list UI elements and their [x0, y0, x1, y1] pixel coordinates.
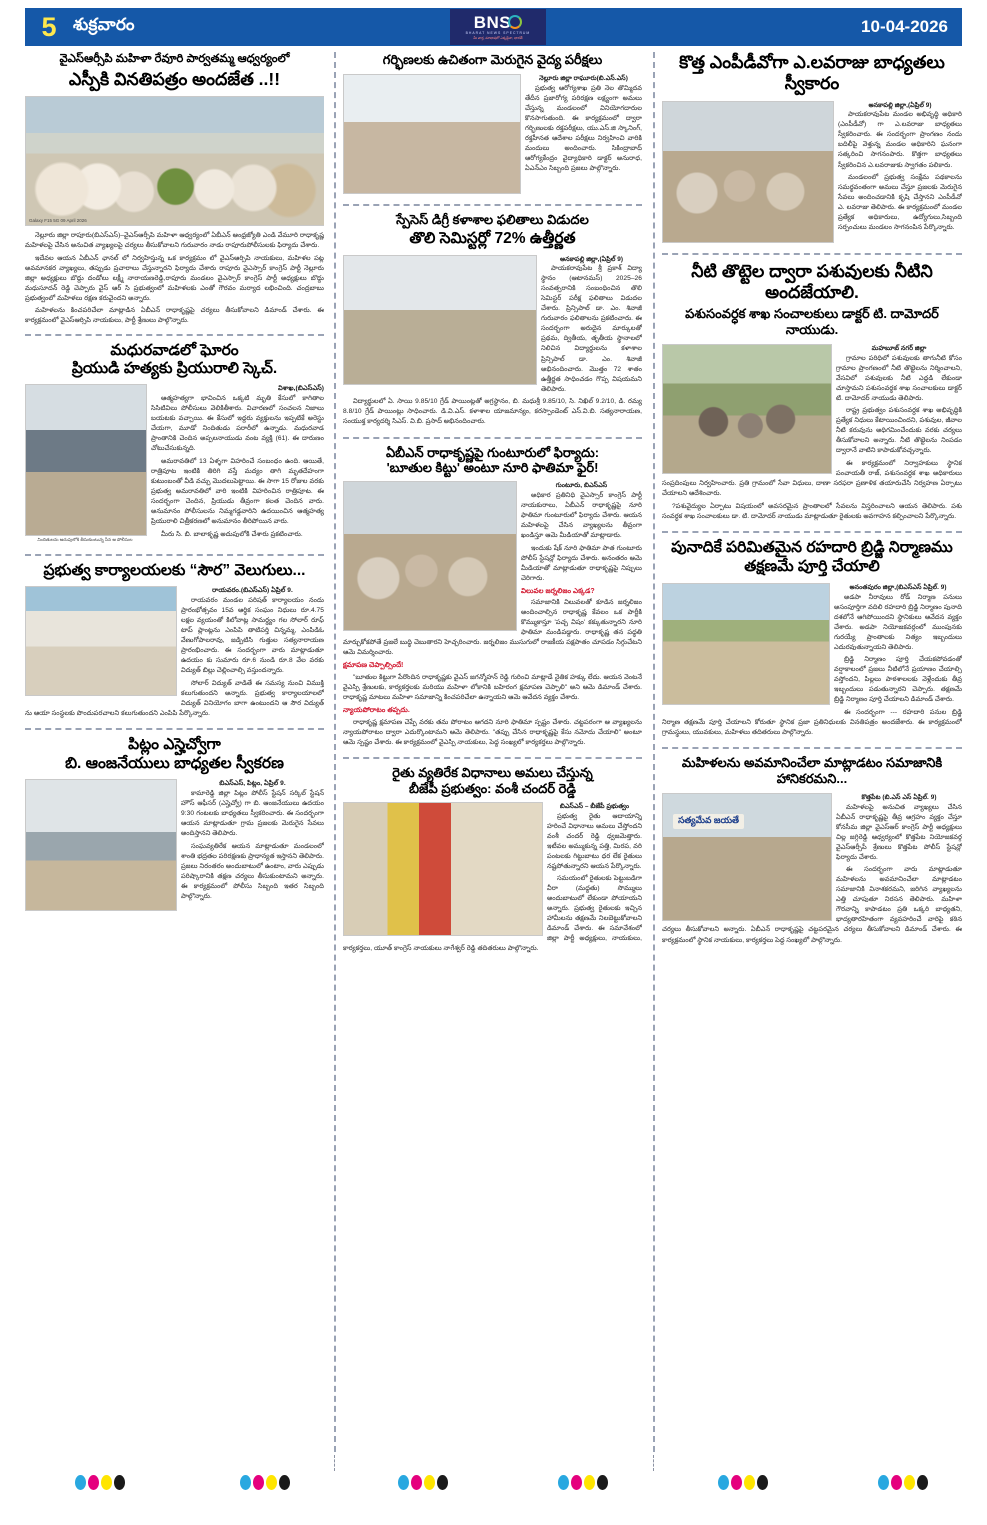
- body-paragraph: మీరు సి. బి. బాలాకృష్ణ అదుపులోకి చేశారు ప్రకటించారు.: [161, 530, 303, 538]
- article-kicker: రైతు వ్యతిరేక విధానాలు అమలు చేస్తున్న: [392, 765, 593, 781]
- article-photo: [662, 793, 832, 921]
- article-separator: [25, 728, 324, 730]
- logo-text: BNS: [473, 13, 512, 33]
- column-1: [25, 52, 324, 1452]
- photo-wrapper: [662, 793, 830, 921]
- article-separator: [662, 531, 962, 533]
- registration-mark-group: [558, 1475, 608, 1490]
- article-photo: [25, 384, 147, 536]
- dateline: రాయవరం.(బిఎస్ఎస్) ఏప్రిల్ 9.: [212, 587, 293, 595]
- article-pitlam-sho: [25, 736, 324, 914]
- article-solar-offices: [25, 562, 324, 721]
- article-separator: [25, 334, 324, 336]
- column-divider-2: [653, 52, 655, 1452]
- registration-marks-bar: [0, 1470, 987, 1496]
- photo-wrapper: [343, 481, 515, 631]
- body-paragraph: ఈ సందర్భంగా వారు మాట్లాడుతూ మహిళలను అవమానించేలా మాట్లాడటం సమాజానికి వినాశకరమని, జరిగిన వ్యాఖ్యలను ఎత్తి చూపుతూ నిరసన తెలిపారు. మహిళా గౌరవాన్ని కాపాడటం ప్రతి ఒక్కరి బాధ్యతని, భాద్యతారహితంగా వ్యవహరించే వారిపై కఠిన చర్యలు తీసుకోవాలని అన్నారు. ఏబీఎన్ రాధాకృష్ణపై చట్టపరమైన చర్యలు తీసుకోవాలని డిమాండ్ చేశారు. ఈ కార్యక్రమంలో స్థానిక నాయకులు, కార్యకర్తలు పెద్ద సంఖ్యలో పాల్గొన్నారు.: [662, 866, 962, 944]
- photo-wrapper: [662, 583, 828, 705]
- dateline: అనంతపురం జిల్లా,(బిఎస్ఎస్ ఏప్రిల్. 9): [849, 583, 947, 591]
- article-separator: [662, 253, 962, 255]
- article-photo: [343, 255, 537, 385]
- article-kicker: స్పేసెస్ డిగ్రీ కళాశాల ఫలితాలు విడుదల: [396, 211, 589, 227]
- article-separator: [662, 747, 962, 749]
- body-paragraph: కామారెడ్డి జిల్లా పిట్లం పోలీస్ స్టేషన్ సర్కిల్ స్టేషన్ హౌస్ ఆఫీసర్ (ఎస్హెచ్వో) గా బి. ఆంజనేయులు ఉదయం 9:30 గంటలకు బాధ్యతలు స్వీకరించారు. ఈ సందర్భంగా ఆయన మాట్లాడుతూ గ్రామ ప్రజలకు మెరుగైన సేవలు అందిస్తానని తెలిపారు.: [181, 790, 324, 838]
- article-body: [25, 231, 324, 326]
- body-paragraph: ఈ సందర్భంగా --- రహదారి పనుల బ్రిడ్జి నిర్మాణ తక్షణమే పూర్తి చేయాలని కోరుతూ స్థానిక ప్రజా ప్రతినిధులకు వినతిపత్రం అందజేశారు. ఈ కార్యక్రమంలో గ్రామస్థులు, యువకులు, మహిళలు తదితరులు పాల్గొన్నారు.: [662, 708, 962, 736]
- article-photo: [343, 74, 521, 194]
- logo-ring-icon: [508, 15, 522, 29]
- article-headline: 'బూతుల కిట్టు' అంటూ నూరి ఫాతిమా ఫైర్!: [386, 460, 599, 476]
- dateline: మహబూబ్ నగర్ జిల్లా: [871, 345, 927, 353]
- article-headline: ఎస్పీకి వినతిపత్రం అందజేత ..!!: [68, 69, 281, 90]
- article-headline: గర్భిణలకు ఉచితంగా మెరుగైన వైద్య పరీక్షలు: [382, 52, 603, 67]
- article-photo: [343, 481, 517, 631]
- body-paragraph: ప్రభుత్వ ఆరోగ్యశాఖ ప్రతి నెల తొమ్మిదవ తేదీన ప్రజారోగ్య పరిరక్షణ లక్ష్యంగా అమలు చేస్తున్న మండలంలో వినియోగదారుల కొనసాగుతుంది. ఈ కార్యక్రమంలో ద్వారా గర్భిణులకు రక్తపరీక్షలు, యు.ఎస్.జి స్కానింగ్, రక్తహీనత ఆదేశాల పరీక్షలు నిర్వహించి వారికి మందులు అందించారు. సికింద్రాబాద్ ఆరోగ్యకేంద్రం వైద్యాధికారి డాక్టర్ అనురాధ, ఏఎన్ఎం సిబ్బంది ప్రజలు పాల్గొన్నారు.: [525, 84, 642, 172]
- dateline: కొత్తపేట (బి.ఎస్ ఎస్ ఏప్రిల్. 9): [861, 794, 937, 802]
- article-headline: మహిళలను అవమానించేలా మాట్లాడటం సమాజానికి హానికరమని...: [681, 755, 943, 787]
- body-paragraph: "బూతుల కిట్టుగా పేరొందిన రాధాకృష్ణకు వైఎస్ జగన్మోహన్ రెడ్డి గురించి మాట్లాడే నైతిక హక్కు లేదు. ఆయన వెంటనే వైఎస్పి శ్రేణులకు, కార్యకర్తలకు మరియు మహిళా లోకానికి బహిరంగ క్షమాపణ చెప్పాలి" అని ఆమె డిమాండ్ చేశారు. రాధాకృష్ణ మాటలు మహిళా సమాజాన్ని కించపరిచేలా ఉన్నాయని ఆమె ఆవేదన వ్యక్తం చేశారు.: [343, 674, 642, 702]
- body-paragraph: ఇందుకు షేక్ నూరి ఫాతిమా పాత గుంటూరు పోలీస్ స్టేషన్లో ఫిర్యాదు చేశారు. అనంతరం ఆమె మీడియాతో మాట్లాడుతూ రాధాకృష్ణపై నిప్పులు చెరిగారు.: [521, 544, 642, 582]
- article-headline: కొత్త ఎంపీడీవోగా ఎ.లవరాజు బాధ్యతలు స్వీకారం: [679, 52, 945, 94]
- sub-headline: న్యాయపోరాటం తప్పదు.: [343, 707, 410, 715]
- crop-tick-right: [653, 1455, 654, 1471]
- article-madhuravada-murder: [25, 342, 324, 548]
- dateline: గుంటూరు, బిఎస్ఎస్: [555, 482, 608, 490]
- article-headline: బి. ఆంజనేయులు బాధ్యతల స్వీకరణ: [65, 755, 284, 773]
- article-bjp-farmer-policies: [343, 765, 642, 957]
- body-paragraph: బ్రిడ్జి నిర్మాణం పూర్తి చేయకపోవడంతో వర్షాకాలంలో ప్రజలు నీటిలోనే ప్రయాణం చేయాల్సి వస్తోందని, పిల్లలు పాఠశాలలకు వెళ్లేందుకు తీవ్ర ఇబ్బందులు పడుతున్నారని చెప్పారు. తక్షణమే బ్రిడ్జి నిర్మాణం పూర్తి చేయాలని డిమాండ్ చేశారు.: [834, 656, 962, 704]
- article-photo: [25, 96, 324, 226]
- body-paragraph: సోలార్ విద్యుత్ వాడితే ఈ సమస్య నుంచి విముక్తి కలుగుతుందని అన్నారు. ప్రభుత్వ కార్యాలయాలలో విద్యుత్ వినియోగం బాగా ఉంటుందని ఆ సౌర విద్యుత్ ను ఆయా సంస్థలకు పొందుపరచాలని కలుగుతుందని ఎంపిపి పేర్కొన్నారు.: [25, 679, 324, 717]
- logo-subtitle-en: BHARAT NEWS SPECTRUM: [465, 31, 531, 36]
- article-bridge-construction: [662, 539, 962, 740]
- photo-wrapper: [662, 344, 830, 474]
- article-free-medical-tests: [343, 52, 642, 197]
- body-paragraph: మండలంలో ప్రభుత్వ సంక్షేమ పథకాలను సమర్థవంతంగా అమలు చేస్తూ ప్రజలకు మెరుగైన సేవలు అందించడానికి కృషి చేస్తానని ఎంపీడీవో ఎ. లవరాజు తెలిపారు. ఈ కార్యక్రమంలో మండల ప్రత్యేక అధికారులు, ఉద్యోగులు,సిబ్బంది సర్పంచులు మండలం సాగనంపిన పేర్కొన్నారు.: [838, 174, 962, 232]
- logo-wordmark: [474, 14, 522, 31]
- photo-wrapper: [25, 779, 175, 911]
- edition-date: 10-04-2026: [861, 17, 949, 36]
- article-kicker: నీటి తొట్టెల ద్వారా పశువులకు నీటిని అందజేయాలి.: [691, 260, 933, 303]
- body-paragraph: విద్యార్థులలో ఏ. సాయి 9.85/10 గ్రేడ్ పాయింట్లతో అగ్రస్థానం, బి. మధుశ్రీ 9.85/10, సి. నిఖిల్ 9.2/10, డి. రమ్య 8.8/10 గ్రేడ్ పాయింట్లు సాధించారు. డి.వి.ఎస్. కళాశాల యాజమాన్యం, కరస్పాండెంట్ ఎస్.వి.బి. సత్యనారాయణ, సంయుక్త కార్యదర్శి సిఎస్. వి.బి. ప్రసాద్ అభినందించారు.: [343, 398, 642, 426]
- body-paragraph: అమరావతిలో 13 ఏళ్ళగా విహరించే సంబంధం ఉంది. ఆయితే, రాత్రిపూట ఇంటికి తిరిగి వస్తే మద్యం తాగి మృతదేహంగా కుటుంబంతో వీడి వచ్చు మొదలుపెట్టాయి. ఈ సాగా 15 రోజుల వరకు ప్రభుత్వ అమరావతిలో వారి ఇంటికి విహరించిన రాత్రిపూట. ఈ సందర్భంగా చెందిన, ప్రియుడు తీవ్రంగా కలత చెందిన వారు. అనుమానం పోలీసులను నిమ్మగడ్డవారిని ఉదయించిన ఆత్మహత్య ప్రియురాలి చిత్రీకరణలో అనుమానం తీరిపోయిన వారు.: [151, 457, 324, 526]
- dateline: అనకాపల్లి జిల్లా,(ఏప్రిల్ 9): [868, 101, 932, 109]
- dateline: బిఎస్ఎస్ – బీజేపీ ప్రభుత్వం: [559, 802, 630, 810]
- article-headline: ప్రియుడి హత్యకు ప్రియురాలి స్కెచ్.: [71, 360, 278, 378]
- photo-wrapper: [343, 74, 519, 194]
- article-separator: [343, 757, 642, 759]
- body-paragraph: గ్రామాల పరిధిలో పశువులకు తాగునీటి కోసం గ్రామాల ప్రాంగణంలో నీటి తొట్టెలను నిర్మించాలని, వేసవిలో పశువులకు నీటి ఎద్దడి లేకుండా చూస్తామని పశుసంవర్ధక శాఖ సంచాలకులు డాక్టర్ టి. దామోదర్ నాయుడు తెలిపారు.: [836, 354, 962, 402]
- sub-headline: క్షమాపణ చెప్పాల్సిందే!: [343, 662, 404, 670]
- masthead-bar: [25, 8, 962, 46]
- body-paragraph: ఇదేవల ఆయన ఏబీఎన్ ఛానల్ లో నిర్వహిస్తున్న ఒక కార్యక్రమం లో వైఎస్ఆర్సిపి నాయకులు, మహిళల పట్ల అవమానకర వ్యాఖ్యలు, తప్పుడు ప్రచారాలు చేస్తున్నారని ఫిర్యాదు చేశారు రాపూరు వైఎస్సార్ కాంగ్రెస్ పార్టీ నెల్లూరు జిల్లా అధ్యక్షులు బొద్దు దండోలు లక్ష్మీ నారాయణరెడ్డి,రాపూరు మండలం వైఎస్సార్ కాంగ్రెస్ పార్టీ అధ్యక్షులు బొద్దు మధుసూదన్ రెడ్డి చెప్పారు వైస్ ఆర్ సి ప్రభుత్వంలో మహిళలకు ఎంతో గౌరవం మర్యాద లభించింది. చంద్రబాబు ప్రభుత్వంలో మహిళలు రక్షణ కరువైందని అన్నారు.: [25, 254, 324, 302]
- banner-label: సత్యమేవ జయతే: [673, 814, 744, 829]
- body-paragraph: మహిళలను కించపరిచేలా మాట్లాడిన ఏబీఎన్ రాధాకృష్ణపై చర్యలు తీసుకోవాలని డిమాండ్ చేశారు. ఈ కార్యక్రమంలో వైఎస్ఆర్సిపి నాయకులు, పార్టీ శ్రేణులు పాల్గొన్నారు.: [25, 307, 324, 325]
- body-paragraph: ?పశువైద్యుల ఏర్పాటు విషయంలో అవసరమైన ప్రాంతాలలో సేవలను విస్తరించాలని ఆయన తెలిపారు. పశు సంవర్ధక శాఖ సంచాలకులు డా. టి. దామోదర్ నాయుడు మాట్లాడుతూ రైతులకు అవగాహన కల్పించాలని పేర్కొన్నారు.: [662, 502, 962, 520]
- photo-wrapper: [343, 802, 541, 936]
- article-kicker: వైఎస్ఆర్సీపి మహిళా రేవూరి పార్వతమ్మ ఆధ్వర్యంలో: [59, 53, 290, 65]
- article-kicker: పిట్లం ఎస్హెచ్వోగా: [128, 736, 221, 754]
- article-body-cont: [343, 397, 642, 427]
- body-paragraph: రాష్ట్ర ప్రభుత్వం పశుసంవర్ధక శాఖ అభివృద్ధికి ప్రత్యేక నిధులు కేటాయించిందని, పశువుల, జీవాల నీటి కరువును అధిగమించేందుకు వరకు చర్యలు తీసుకోవాలని అన్నారు. నీటి తొట్టెలను నింపడం ద్వారానే వాటిని కాపాడుకోవచ్చన్నారు.: [836, 407, 962, 455]
- article-spaces-degree-results: [343, 212, 642, 430]
- column-3: [662, 52, 962, 1452]
- article-headline: ప్రభుత్వ కార్యాలయలకు “సౌర” వెలుగులు...: [43, 562, 306, 580]
- body-paragraph: నెల్లూరు జిల్లా రాపూరు(బిఎస్ఎస్)–వైఎస్ఆర్సీపి మహిళా ఆధ్వర్యంలో ఏబీఎన్ ఆంధ్రజ్యోతి ఎండి వేమూరి రాధాకృష్ణ మహిళలపై చేసిన అనుచిత వ్యాఖ్యలపై చర్యలు తీసుకోవాలని గురువారం నాడు రాపూరుపోలీసులకు ఫిర్యాదు చేశారు.: [25, 232, 324, 250]
- article-photo: [25, 779, 177, 911]
- article-new-mpdo: [662, 52, 962, 246]
- body-paragraph: సమాజానికి విలువలతో కూడిన జర్నలిజం అందించాల్సిన రాధాకృష్ణ కేవలం ఒక పార్టీకి కొమ్ముకాస్తూ 'పచ్చ విషం' కక్కుతున్నారని నూరి ఫాతిమా మండిపడ్డారు. రాధాకృష్ణ తన పద్ధతి మార్చుకోకపోతే ప్రజలే బుద్ధి చెబుతారని హెచ్చరించారు. జర్నలిజం ముసుగులో రాజకీయ పక్షపాతం చూపడం సిగ్గుచేటని ఆమె విమర్శించారు.: [343, 599, 642, 657]
- article-headline: పునాదికే పరిమితమైన రహదారి బ్రిడ్జి నిర్మాణము తక్షణమే పూర్తి చేయాలి: [671, 539, 953, 575]
- body-paragraph: ఈ కార్యక్రమంలో నిర్వాహకులు స్థానిక పంచాయతీ రాజ్, పశుసంవర్ధక శాఖ అధికారులు సంప్రదింపులు నిర్వహించారు. ప్రతి గ్రామంలో సేవా విధులు, దాణా సరఫరా ప్రణాళిక తయారుచేసి నిర్వహణ ఏర్పాటు చేయాలని ఆదేశించారు.: [662, 459, 962, 498]
- article-ysrcp-petition: [25, 52, 324, 327]
- dateline: విశాఖ,(బిఎస్ఎస్): [278, 385, 324, 393]
- registration-mark-group: [718, 1475, 768, 1490]
- photo-wrapper: [343, 255, 535, 385]
- article-separator: [25, 554, 324, 556]
- article-cattle-water-troughs: [662, 261, 962, 524]
- dateline: అనకాపల్లి జిల్లా,(ఏప్రిల్ 9): [559, 255, 624, 263]
- dateline: నెల్లూరు జిల్లా రాఘూరు(బి.ఎస్.ఎస్): [539, 74, 628, 82]
- article-kicker: మధురవాడలో ఘోరం: [110, 341, 239, 359]
- article-separator: [343, 437, 642, 439]
- photo-wrapper: [25, 586, 175, 696]
- page-columns: [25, 52, 962, 1452]
- crop-tick-left: [334, 1455, 335, 1471]
- article-photo: [662, 344, 832, 474]
- weekday-label: శుక్రవారం: [73, 15, 135, 34]
- dateline: బిఎస్ఎస్, పిట్లం, ఏప్రిల్ 9.: [219, 780, 286, 788]
- article-photo: [662, 583, 830, 705]
- article-noori-fatima-complaint: [343, 445, 642, 751]
- column-divider-1: [334, 52, 336, 1452]
- article-headline: బీజేపీ ప్రభుత్వం: వంశీ చందర్ రెడ్డి: [408, 781, 576, 797]
- body-paragraph: ప్రభుత్వ రైతు ఆదాయాన్ని హరించే విధానాలు అమలు చేస్తోందని వంశీ చందర్ రెడ్డి ధ్వజమెత్తారు. ఇటీవల అమ్ముకున్న పత్తి, మిరప, వరి పంటలకు గిట్టుబాటు ధర లేక రైతులు నష్టపోతున్నారని ఆయన పేర్కొన్నారు.: [547, 812, 642, 870]
- body-paragraph: రాయవరం మండల పరిషత్ కార్యాలయం నందు ప్రారంభోత్సవం 15వ ఆర్థిక సంఘం నిధులు రూ.4.75 లక్షల వ్యయంతో కిలోవాట్ల సామర్థ్యం గల సోలార్ రూఫ్ టాప్ ప్లాంట్లను ఎంపిపి తాటిపర్తి చిన్నమ్మ, ఎంపిడిఓ వేణుగోపాలరావు, జడ్పిటిసి గుత్తుల సత్యనారాయణ ప్రారంభించారు. ఈ సందర్భంగా వారు మాట్లాడుతూ ఉదయం కు సుమారు రూ.6 నుండి రూ.8 వేల వరకు విద్యుత్ బిల్లు చెల్లించాల్సి వస్తుందన్నారు.: [181, 597, 324, 675]
- article-women-insult-protest: [662, 755, 962, 948]
- body-paragraph: సంఘవ్యతిరేక ఆయన మాట్లాడుతూ మండలంలో శాంతి భద్రతల పరిరక్షణకు ప్రాధాన్యత ఇస్తానని తెలిపారు. ప్రజలు నిరంతరం అందుబాటులో ఉంటాం, వారు ఎప్పుడు పరిష్కారానికి తక్షణ చర్యలు తీసుకుంటామని అన్నారు. ఈ కార్యక్రమంలో పోలీసు సిబ్బంది ఇతర సిబ్బంది పాల్గొన్నారు.: [181, 842, 324, 900]
- body-paragraph: సమయంలో రైతులకు పెట్టుబడిగా వీరా (మద్దతు) సొమ్ములు అందుబాటులో లేకుండా పోయాయని అన్నారు. ప్రభుత్వ రైతులకు ఇచ్చిన హామీలను తక్షణమే నిలబెట్టుకోవాలని డిమాండ్ చేశారు. ఈ సమావేశంలో జిల్లా పార్టీ అధ్యక్షులు, నాయకులు, కార్యకర్తలు, యూత్ కాంగ్రెస్ నాయకులు నాగేశ్వర్ రెడ్డి తదితరులు పాల్గొన్నారు.: [343, 875, 642, 953]
- body-paragraph: పాయకరావుపేట మండల అభివృద్ధి అధికారి (ఎంపీడీవో) గా ఎ.లవరాజు బాధ్యతలు స్వీకరించారు. ఈ సందర్భంగా ప్రాంగణం నందు బదిలీపై వెళ్తున్న మండల అధికారిని ఘనంగా సత్కరించి సాగనంపారు. కొత్తగా బాధ్యతలు స్వీకరించిన ఎ.లవరాజుకు స్వాగతం పలికారు.: [838, 111, 962, 169]
- registration-mark-group: [75, 1475, 125, 1490]
- registration-mark-group: [240, 1475, 290, 1490]
- photo-wrapper: [25, 384, 145, 544]
- sub-headline: విలువల జర్నలిజం ఎక్కడ?: [521, 587, 595, 595]
- photo-timestamp: Galaxy F15 5G 09 April 2026: [29, 218, 87, 224]
- logo-subtitle-te: మీ వార్త, మాభాషలో ఎక్కడైనా, భారతే: [473, 35, 523, 40]
- body-paragraph: మహిళలపై అనుచిత వ్యాఖ్యలు చేసిన ఏబీఎన్ రాధాకృష్ణపై తీవ్ర ఆగ్రహం వ్యక్తం చేస్తూ కోనసీమ జిల్లా వైఎస్ఆర్ కాంగ్రెస్ పార్టీ అధ్యక్షులు చిల్ల జగ్గిరెడ్డి ఆధ్వర్యంలో కొత్తపేట నియోజకవర్గ వైఎస్ఆర్సీపీ శ్రేణులు కొత్తపేట పోలీస్ స్టేషన్లో ఫిర్యాదు చేశారు.: [836, 803, 962, 861]
- body-paragraph: ఆత్మహత్యగా భావించిన ఒక్కటి మృతి కేసులో కాగితాల సిసిటివిలు పోలీసులు వెలికితీశారు. విచారణలో సంచలన నిజాలు బయటకు వచ్చాయి. ఈ కేసులో ఇద్దరు వ్యక్తులను ఇప్పటికే అరెస్టు చేయగా, మూడో నిందితుడు పరారీలో ఉన్నాడు. మధురవాడ ప్రాంతానికి చెందిన అప్పలనాయుడు వంట వ్యక్తి (61). ఈ దారుణం చోటుచేసుకున్నది.: [151, 395, 324, 453]
- registration-mark-group: [878, 1475, 928, 1490]
- article-kicker: ఏబీఎన్ రాధాకృష్ణపై గుంటూరులో ఫిర్యాదు:: [385, 444, 600, 460]
- body-paragraph: పాయకరావుపేట శ్రీ ప్రకాశ్ విద్యా స్థానం (ఆటానమస్) 2025–26 సంవత్సరానికి సంబంధించిన తొలి సెమిస్టర్ పరీక్ష ఫలితాలు విడుదల చేశారు. ప్రిన్సిపాల్ డా. ఎం. శివాజీ గురువారం ఫలితాలను ప్రకటించారు. ఈ సందర్భంగా అరుదైన మార్కులతో ప్రథమ, ద్వితీయ, తృతీయ స్థానాలలో నిలిచిన విద్యార్థులను కళాశాల ప్రిన్సిపాల్ డా. ఎం. శివాజీ అభినందించారు. మొత్తం 72 శాతం ఉత్తీర్ణత సాధించడం గొప్ప విషయమని తెలిపారు.: [541, 265, 642, 393]
- bns-logo: [450, 9, 546, 45]
- body-paragraph: అధికార ప్రతినిధి వైఎస్సార్ కాంగ్రెస్ పార్టీ నాయకురాలు, ఏబీఎన్ రాధాకృష్ణపై నూరి ఫాతిమా గుంటూరులో ఫిర్యాదు చేశారు. ఆయన మహిళలపై చేసిన వ్యాఖ్యలను తీవ్రంగా ఖండిస్తూ ఆమె మీడియాతో మాట్లాడారు.: [521, 492, 642, 540]
- registration-mark-group: [398, 1475, 448, 1490]
- article-photo: [25, 586, 177, 696]
- article-photo: [343, 802, 543, 936]
- article-photo: [662, 101, 834, 243]
- body-paragraph: అడపా నీరావులు రోడ్ నిర్మాణ పనులు అసంపూర్తిగా వదిలి రహదారి బ్రిడ్జి నిర్మాణం పునాది దశలోనే ఆగిపోయిందని స్థానికులు ఆవేదన వ్యక్తం చేశారు. అడపా నియోజకవర్గంలో ముంపునకు గురయ్యే ప్రాంతాలకు నిత్యం ఇబ్బందులు ఎదురవుతున్నాయని తెలిపారు.: [834, 593, 962, 651]
- body-paragraph: రాధాకృష్ణ క్షమాపణ చెప్పే వరకు తమ పోరాటం ఆగదని నూరి ఫాతిమా స్పష్టం చేశారు. చట్టపరంగా ఆ వ్యాఖ్యలను న్యాయపోరాటం ద్వారా ఎదుర్కొంటామని ఆమె తెలిపారు. "తప్పు చేసిన రాధాకృష్ణపై కేసు నమోదు చేయాలి" అంటూ ఆమె స్పష్టం చేశారు. ఈ కార్యక్రమంలో వైఎస్పి నాయకులు, పెద్ద సంఖ్యలో కార్యకర్తలు పాల్గొన్నారు.: [343, 718, 642, 746]
- article-headline: తొలి సెమిస్టర్లో 72% ఉత్తీర్ణత: [409, 229, 576, 247]
- page-number: 5: [41, 11, 57, 42]
- photo-caption: నిందితులను అదుపులోకి తీసుకుంటున్న సీన ఆ పోలీసుల: [37, 537, 133, 543]
- article-headline: పశుసంవర్ధక శాఖ సంచాలకులు డాక్టర్ టి. దామోదర్ నాయుడు.: [685, 306, 939, 338]
- photo-wrapper: [662, 101, 832, 243]
- article-separator: [343, 204, 642, 206]
- column-2: [343, 52, 642, 1452]
